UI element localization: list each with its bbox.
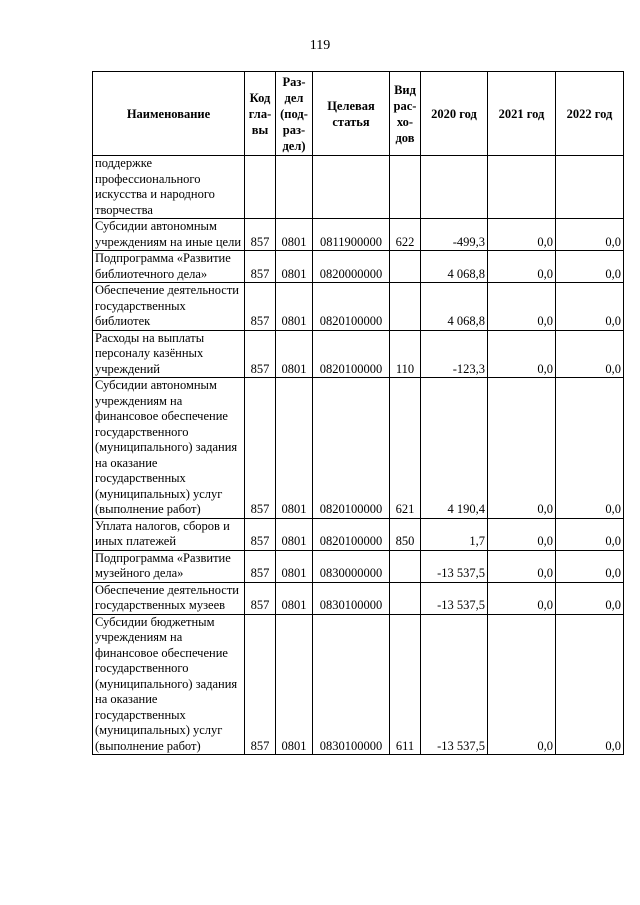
- row-2021-cell: 0,0: [488, 330, 556, 378]
- row-2020-cell: 1,7: [421, 518, 488, 550]
- header-2021: 2021 год: [488, 72, 556, 156]
- header-2020: 2020 год: [421, 72, 488, 156]
- row-name-cell: Обеспечение деятельности государственных музеев: [93, 582, 245, 614]
- table-row: [93, 251, 624, 283]
- header-expense-type: Вид рас- хо- дов: [390, 72, 421, 156]
- row-name-cell: Субсидии бюджетным учреждениям на финансовое обеспечение государственного (муниципального) задания на оказание государственных (муниципальных) услуг (выполнение работ): [93, 614, 245, 755]
- row-target-cell: 0830100000: [313, 582, 390, 614]
- header-target: Целевая статья: [313, 72, 390, 156]
- row-section-cell: 0801: [276, 283, 313, 331]
- row-2022-cell: 0,0: [556, 582, 624, 614]
- row-2020-cell: -13 537,5: [421, 582, 488, 614]
- table-row: [93, 518, 624, 550]
- row-chapter-cell: [245, 156, 276, 219]
- row-2022-cell: 0,0: [556, 283, 624, 331]
- table-row: [93, 582, 624, 614]
- row-2021-cell: 0,0: [488, 614, 556, 755]
- row-section-cell: 0801: [276, 550, 313, 582]
- row-2020-cell: -13 537,5: [421, 550, 488, 582]
- row-expense-type-cell: [390, 582, 421, 614]
- row-section-cell: 0801: [276, 219, 313, 251]
- table-row: [93, 156, 624, 219]
- row-expense-type-cell: [390, 156, 421, 219]
- row-2021-cell: 0,0: [488, 283, 556, 331]
- table-row: [93, 283, 624, 331]
- row-2022-cell: [556, 156, 624, 219]
- row-expense-type-cell: 110: [390, 330, 421, 378]
- row-name-cell: Обеспечение деятельности государственных библиотек: [93, 283, 245, 331]
- page-number: 119: [309, 38, 331, 53]
- row-2021-cell: 0,0: [488, 518, 556, 550]
- row-chapter-cell: 857: [245, 219, 276, 251]
- header-chapter: Код гла- вы: [245, 72, 276, 156]
- row-2021-cell: 0,0: [488, 378, 556, 519]
- row-target-cell: 0820000000: [313, 251, 390, 283]
- row-section-cell: 0801: [276, 582, 313, 614]
- row-2020-cell: [421, 156, 488, 219]
- row-target-cell: 0820100000: [313, 283, 390, 331]
- row-chapter-cell: 857: [245, 378, 276, 519]
- row-chapter-cell: 857: [245, 582, 276, 614]
- row-expense-type-cell: 611: [390, 614, 421, 755]
- row-target-cell: 0830100000: [313, 614, 390, 755]
- row-target-cell: 0820100000: [313, 518, 390, 550]
- row-chapter-cell: 857: [245, 251, 276, 283]
- row-section-cell: 0801: [276, 251, 313, 283]
- row-2020-cell: 4 068,8: [421, 283, 488, 331]
- table-body: [93, 156, 624, 755]
- row-2021-cell: [488, 156, 556, 219]
- row-2020-cell: 4 068,8: [421, 251, 488, 283]
- row-target-cell: [313, 156, 390, 219]
- row-2022-cell: 0,0: [556, 518, 624, 550]
- row-2020-cell: 4 190,4: [421, 378, 488, 519]
- row-2021-cell: 0,0: [488, 550, 556, 582]
- row-2022-cell: 0,0: [556, 378, 624, 519]
- row-target-cell: 0830000000: [313, 550, 390, 582]
- row-name-cell: Уплата налогов, сборов и иных платежей: [93, 518, 245, 550]
- budget-table: [92, 71, 624, 755]
- row-section-cell: 0801: [276, 378, 313, 519]
- table-row: [93, 219, 624, 251]
- table-row: [93, 550, 624, 582]
- table-row: [93, 330, 624, 378]
- row-2021-cell: 0,0: [488, 582, 556, 614]
- row-name-cell: Расходы на выплаты персоналу казённых учреждений: [93, 330, 245, 378]
- row-name-cell: Подпрограмма «Развитие музейного дела»: [93, 550, 245, 582]
- row-2021-cell: 0,0: [488, 251, 556, 283]
- table-row: [93, 378, 624, 519]
- row-2021-cell: 0,0: [488, 219, 556, 251]
- row-chapter-cell: 857: [245, 614, 276, 755]
- row-2022-cell: 0,0: [556, 330, 624, 378]
- row-2020-cell: -13 537,5: [421, 614, 488, 755]
- row-section-cell: [276, 156, 313, 219]
- row-2022-cell: 0,0: [556, 219, 624, 251]
- row-2022-cell: 0,0: [556, 614, 624, 755]
- row-chapter-cell: 857: [245, 330, 276, 378]
- row-expense-type-cell: [390, 550, 421, 582]
- table-header-row: [93, 72, 624, 156]
- row-chapter-cell: 857: [245, 283, 276, 331]
- row-expense-type-cell: [390, 251, 421, 283]
- row-expense-type-cell: 850: [390, 518, 421, 550]
- row-2022-cell: 0,0: [556, 550, 624, 582]
- row-target-cell: 0820100000: [313, 330, 390, 378]
- row-section-cell: 0801: [276, 330, 313, 378]
- row-expense-type-cell: 621: [390, 378, 421, 519]
- row-target-cell: 0811900000: [313, 219, 390, 251]
- row-expense-type-cell: [390, 283, 421, 331]
- row-section-cell: 0801: [276, 518, 313, 550]
- header-section: Раз- дел (под- раз- дел): [276, 72, 313, 156]
- header-2022: 2022 год: [556, 72, 624, 156]
- row-name-cell: Субсидии автономным учреждениям на финансовое обеспечение государственного (муниципального) задания на оказание государственных (муниципальных) услуг (выполнение работ): [93, 378, 245, 519]
- row-2020-cell: -123,3: [421, 330, 488, 378]
- row-chapter-cell: 857: [245, 550, 276, 582]
- row-2020-cell: -499,3: [421, 219, 488, 251]
- row-name-cell: Субсидии автономным учреждениям на иные цели: [93, 219, 245, 251]
- header-name: Наименование: [93, 72, 245, 156]
- row-name-cell: Подпрограмма «Развитие библиотечного дела»: [93, 251, 245, 283]
- row-section-cell: 0801: [276, 614, 313, 755]
- row-expense-type-cell: 622: [390, 219, 421, 251]
- row-target-cell: 0820100000: [313, 378, 390, 519]
- row-name-cell: поддержке профессионального искусства и народного творчества: [93, 156, 245, 219]
- row-chapter-cell: 857: [245, 518, 276, 550]
- table-row: [93, 614, 624, 755]
- row-2022-cell: 0,0: [556, 251, 624, 283]
